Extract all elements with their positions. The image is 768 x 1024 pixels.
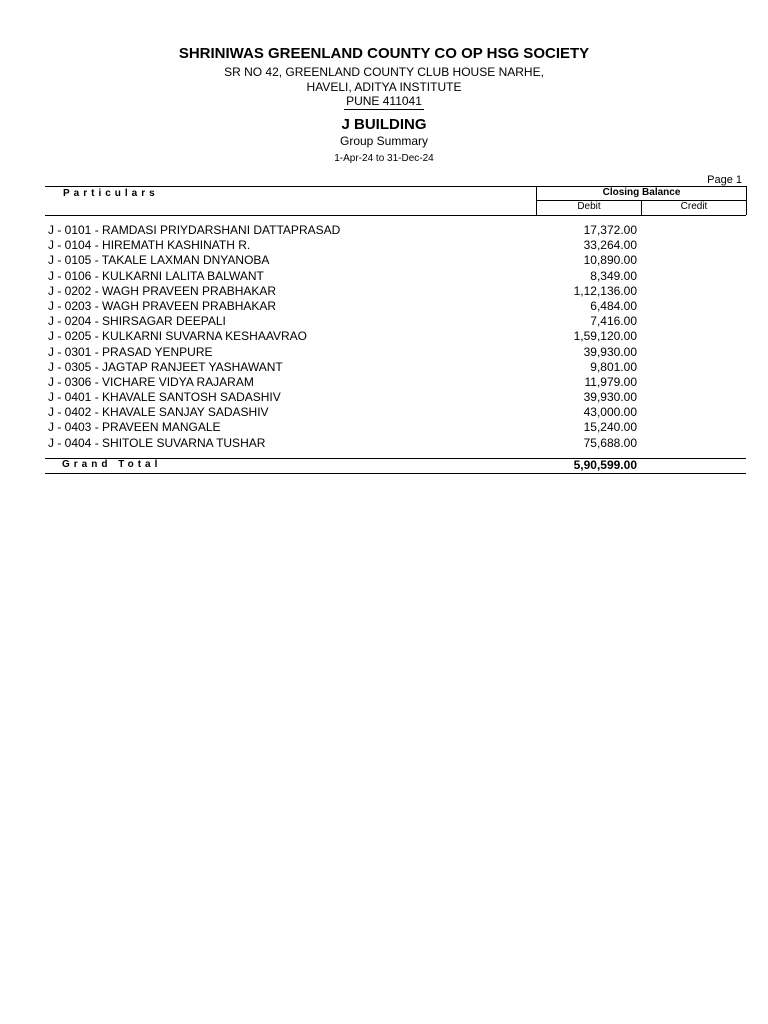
table-row — [48, 269, 748, 284]
debit-amount: 11,979.00 — [584, 374, 637, 389]
building-title: J BUILDING — [341, 116, 427, 133]
ledger-rows — [48, 223, 748, 451]
debit-amount: 75,688.00 — [583, 435, 637, 450]
member-name: J - 0104 - HIREMATH KASHINATH R. — [48, 238, 251, 253]
table-row — [48, 238, 748, 253]
debit-header: Debit — [577, 201, 601, 212]
debit-amount: 1,12,136.00 — [573, 283, 637, 298]
debit-amount: 8,349.00 — [590, 268, 637, 283]
debit-amount: 10,890.00 — [583, 253, 637, 268]
table-row — [48, 375, 748, 390]
table-row — [48, 360, 748, 375]
page-number: Page 1 — [707, 174, 742, 186]
debit-amount: 7,416.00 — [590, 314, 637, 329]
table-row — [48, 405, 748, 420]
society-name: SHRINIWAS GREENLAND COUNTY CO OP HSG SOCIETY — [178, 45, 590, 62]
address-line-2: HAVELI, ADITYA INSTITUTE — [306, 80, 462, 94]
table-row — [48, 420, 748, 435]
credit-header: Credit — [680, 201, 708, 212]
table-row — [48, 223, 748, 238]
grand-total-amount: 5,90,599.00 — [573, 458, 637, 472]
member-name: J - 0106 - KULKARNI LALITA BALWANT — [48, 268, 264, 283]
table-row — [48, 253, 748, 268]
particulars-header: Particulars — [63, 188, 159, 199]
debit-amount: 15,240.00 — [583, 420, 637, 435]
grand-total-label: Grand Total — [62, 459, 162, 470]
member-name: J - 0403 - PRAVEEN MANGALE — [48, 420, 221, 435]
member-name: J - 0204 - SHIRSAGAR DEEPALI — [48, 314, 226, 329]
member-name: J - 0402 - KHAVALE SANJAY SADASHIV — [48, 405, 269, 420]
debit-amount: 39,930.00 — [583, 344, 637, 359]
table-row — [48, 314, 748, 329]
member-name: J - 0203 - WAGH PRAVEEN PRABHAKAR — [48, 298, 277, 313]
member-name: J - 0101 - RAMDASI PRIYDARSHANI DATTAPRASAD — [48, 223, 341, 237]
table-row — [48, 299, 748, 314]
table-row — [48, 345, 748, 360]
address-line-1: SR NO 42, GREENLAND COUNTY CLUB HOUSE NARHE, — [224, 65, 544, 79]
debit-amount: 17,372.00 — [583, 223, 637, 237]
report-period: 1-Apr-24 to 31-Dec-24 — [334, 153, 434, 164]
table-row — [48, 284, 748, 299]
debit-amount: 9,801.00 — [590, 359, 637, 374]
debit-amount: 33,264.00 — [583, 238, 637, 253]
member-name: J - 0202 - WAGH PRAVEEN PRABHAKAR — [48, 283, 277, 298]
member-name: J - 0306 - VICHARE VIDYA RAJARAM — [48, 374, 254, 389]
member-name: J - 0404 - SHITOLE SUVARNA TUSHAR — [48, 435, 266, 450]
member-name: J - 0205 - KULKARNI SUVARNA KESHAAVRAO — [48, 329, 307, 344]
report-name: Group Summary — [339, 134, 429, 148]
table-row — [48, 329, 748, 344]
closing-balance-title: Closing Balance — [602, 187, 681, 198]
member-name: J - 0305 - JAGTAP RANJEET YASHAWANT — [48, 359, 283, 374]
debit-amount: 39,930.00 — [583, 390, 637, 405]
header-bottom-rule — [45, 215, 746, 216]
closing-balance-header — [536, 186, 747, 215]
address-city-pin: PUNE 411041 — [346, 94, 422, 108]
grand-total-bottom-rule — [45, 473, 746, 474]
member-name: J - 0105 - TAKALE LAXMAN DNYANOBA — [48, 253, 270, 268]
debit-amount: 43,000.00 — [583, 405, 637, 420]
table-row — [48, 390, 748, 405]
debit-amount: 6,484.00 — [590, 298, 637, 313]
address-line-3 — [0, 94, 768, 110]
member-name: J - 0401 - KHAVALE SANTOSH SADASHIV — [48, 390, 281, 405]
debit-amount: 1,59,120.00 — [573, 329, 637, 344]
member-name: J - 0301 - PRASAD YENPURE — [48, 344, 213, 359]
table-row — [48, 436, 748, 451]
